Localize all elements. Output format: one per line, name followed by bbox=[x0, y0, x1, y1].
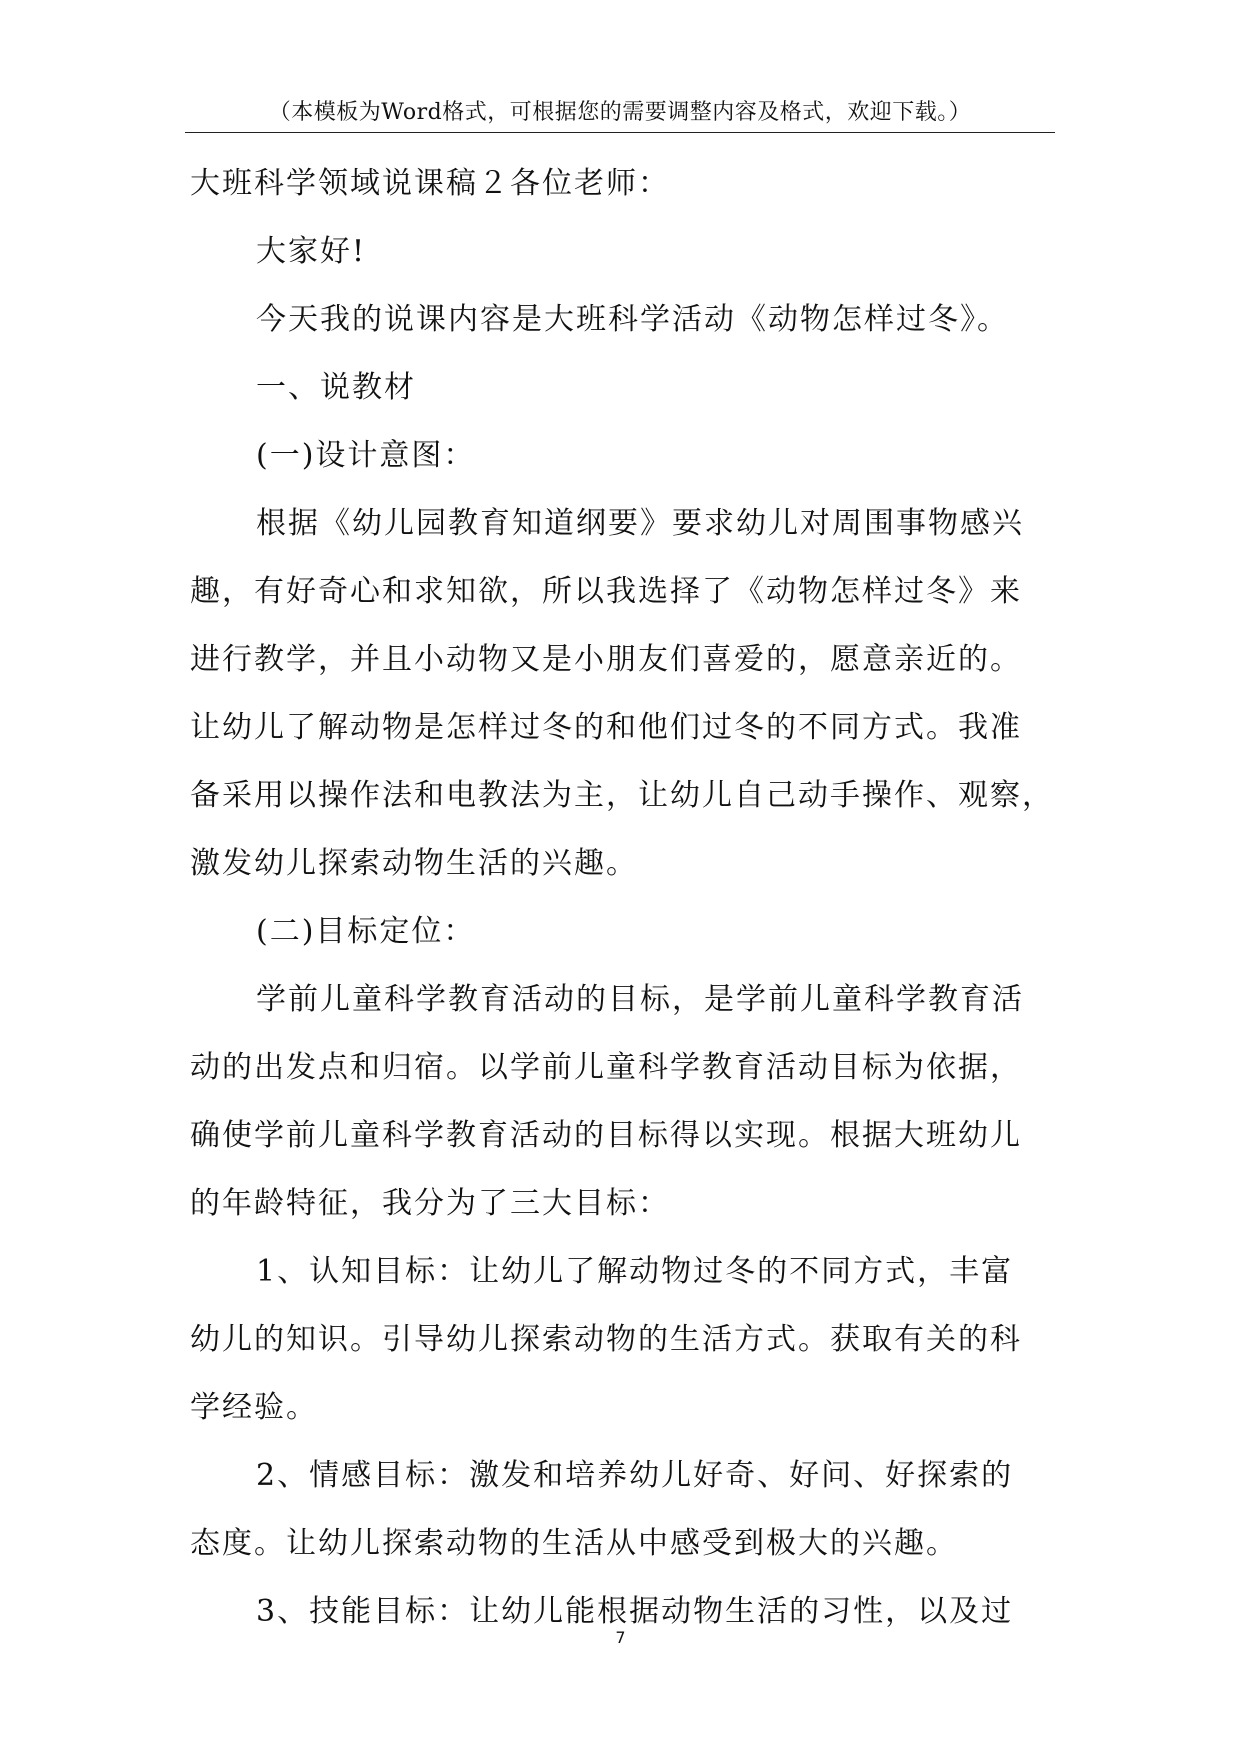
page-number: 7 bbox=[615, 1628, 626, 1647]
paragraph-line: 幼儿的知识。引导幼儿探索动物的生活方式。获取有关的科 bbox=[190, 1322, 1022, 1357]
subsection-heading: (一)设计意图： bbox=[256, 438, 476, 473]
paragraph-line: 让幼儿了解动物是怎样过冬的和他们过冬的不同方式。我准 bbox=[190, 710, 1022, 745]
paragraph-line: 大家好! bbox=[256, 234, 367, 269]
paragraph-line: 备采用以操作法和电教法为主，让幼儿自己动手操作、观察， bbox=[190, 778, 1054, 813]
paragraph-line: 激发幼儿探索动物生活的兴趣。 bbox=[190, 846, 638, 881]
paragraph-line: 学经验。 bbox=[190, 1390, 318, 1425]
paragraph-line: 进行教学，并且小动物又是小朋友们喜爱的，愿意亲近的。 bbox=[190, 642, 1022, 677]
title-line: 大班科学领域说课稿２各位老师： bbox=[190, 166, 670, 201]
header-divider bbox=[185, 132, 1055, 133]
section-heading: 一、说教材 bbox=[256, 370, 416, 405]
paragraph-line: 的年龄特征，我分为了三大目标： bbox=[190, 1186, 670, 1221]
paragraph-line: 确使学前儿童科学教育活动的目标得以实现。根据大班幼儿 bbox=[190, 1118, 1022, 1153]
subsection-heading: (二)目标定位： bbox=[256, 914, 476, 949]
document-body bbox=[190, 150, 1070, 1646]
list-item: 3、技能目标：让幼儿能根据动物生活的习性，以及过 bbox=[256, 1594, 1014, 1629]
paragraph-line: 动的出发点和归宿。以学前儿童科学教育活动目标为依据， bbox=[190, 1050, 1022, 1085]
paragraph-line: 今天我的说课内容是大班科学活动《动物怎样过冬》。 bbox=[256, 302, 1009, 337]
paragraph-line: 学前儿童科学教育活动的目标，是学前儿童科学教育活 bbox=[256, 982, 1024, 1017]
list-item: 2、情感目标：激发和培养幼儿好奇、好问、好探索的 bbox=[256, 1458, 1014, 1493]
paragraph-line: 态度。让幼儿探索动物的生活从中感受到极大的兴趣。 bbox=[190, 1526, 958, 1561]
paragraph-line: 趣，有好奇心和求知欲，所以我选择了《动物怎样过冬》来 bbox=[190, 574, 1022, 609]
header-note: （本模板为Word格式，可根据您的需要调整内容及格式，欢迎下载。） bbox=[268, 100, 972, 125]
paragraph-line: 根据《幼儿园教育知道纲要》要求幼儿对周围事物感兴 bbox=[256, 506, 1024, 541]
list-item: 1、认知目标：让幼儿了解动物过冬的不同方式，丰富 bbox=[256, 1254, 1014, 1289]
